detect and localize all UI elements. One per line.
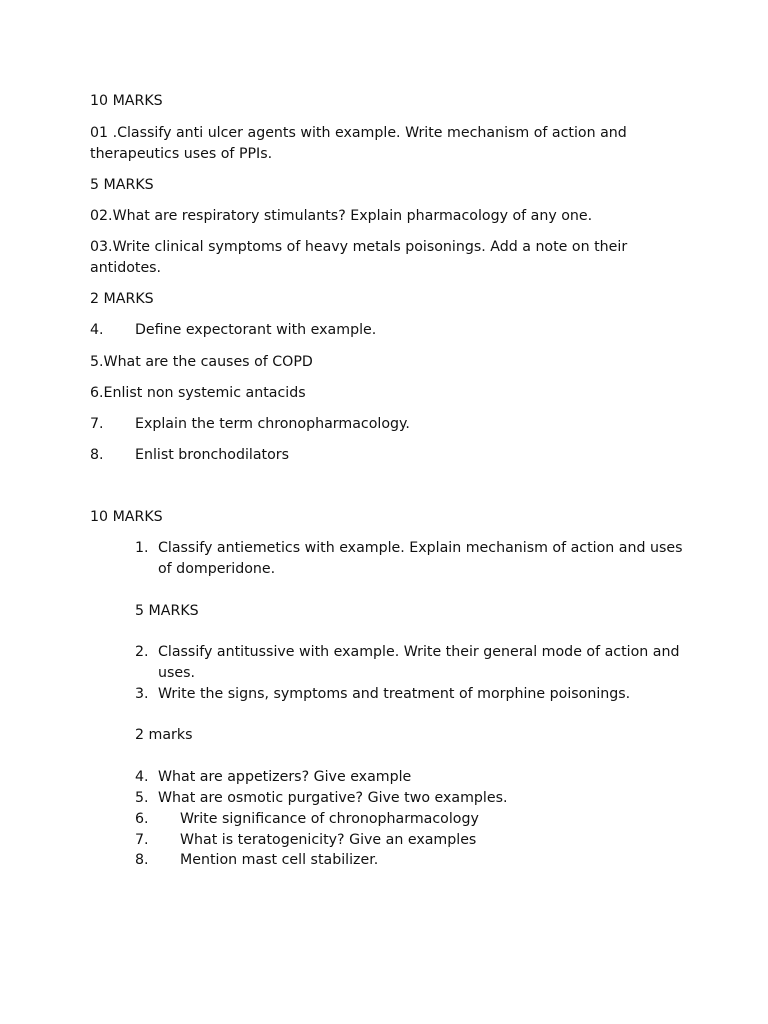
section-heading-2-marks-2: 2 marks	[135, 727, 193, 743]
list-text: Mention mast cell stabilizer.	[180, 852, 379, 868]
list-text: Classify antitussive with example. Write their general mode of action and uses.	[158, 644, 680, 681]
list-text: What are osmotic purgative? Give two examples.	[158, 790, 508, 806]
list-text: Classify antiemetics with example. Explain mechanism of action and uses of domperidone.	[158, 540, 683, 577]
question-text: Enlist bronchodilators	[135, 447, 290, 463]
list-number: 3.	[135, 686, 149, 702]
list-number: 5.	[135, 790, 149, 806]
question-text: Define expectorant with example.	[135, 322, 377, 338]
list-number: 8.	[135, 852, 149, 868]
section-heading-10-marks-2: 10 MARKS	[90, 509, 163, 525]
list-text: Write the signs, symptoms and treatment of morphine poisonings.	[158, 686, 631, 702]
question-08	[90, 445, 289, 466]
question-text: Explain the term chronopharmacology.	[135, 416, 410, 432]
question-02: 02.What are respiratory stimulants? Explain pharmacology of any one.	[90, 208, 593, 224]
list-text: What are appetizers? Give example	[158, 769, 412, 785]
question-number: 8.	[90, 447, 104, 463]
list-number: 1.	[135, 540, 149, 556]
question-05: 5.What are the causes of COPD	[90, 354, 313, 370]
list-number: 2.	[135, 644, 149, 660]
question-06: 6.Enlist non systemic antacids	[90, 385, 306, 401]
list-text: Write significance of chronopharmacology	[180, 811, 479, 827]
question-number: 4.	[90, 322, 104, 338]
question-03: 03.Write clinical symptoms of heavy metals poisonings. Add a note on their antidotes.	[90, 239, 628, 276]
section-heading-2-marks: 2 MARKS	[90, 291, 154, 307]
list-number: 4.	[135, 769, 149, 785]
section-heading-5-marks: 5 MARKS	[90, 177, 154, 193]
section-heading-10-marks: 10 MARKS	[90, 93, 163, 109]
question-04	[90, 320, 376, 341]
list-number: 6.	[135, 811, 149, 827]
question-07	[90, 414, 410, 435]
list-number: 7.	[135, 832, 149, 848]
section-heading-5-marks-2: 5 MARKS	[135, 603, 199, 619]
question-number: 7.	[90, 416, 104, 432]
question-01: 01 .Classify anti ulcer agents with example. Write mechanism of action and therapeutics uses of PPIs.	[90, 125, 627, 162]
list-text: What is teratogenicity? Give an examples	[180, 832, 477, 848]
